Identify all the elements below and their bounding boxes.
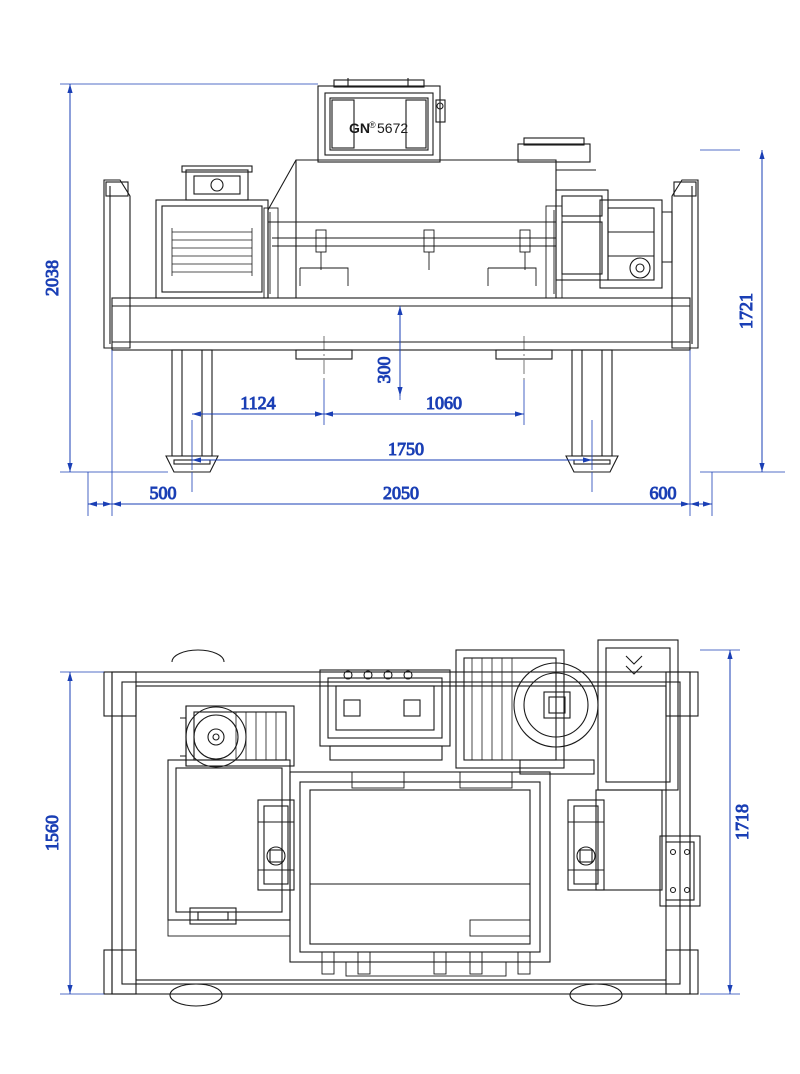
dim-1750: 1750 (388, 439, 424, 459)
vibration-isolator-left (258, 800, 294, 890)
drive-motor-plan (180, 706, 294, 767)
centerline (324, 336, 524, 380)
back-drive-motor-plan (456, 650, 598, 774)
front-dimension-lines (42, 84, 785, 516)
skid-frame (112, 298, 690, 350)
registered-mark: ® (369, 120, 376, 130)
bowl-casing (268, 160, 596, 298)
dim-2050: 2050 (383, 483, 419, 503)
dim-1060: 1060 (426, 393, 462, 413)
dim-1718: 1718 (732, 804, 752, 840)
dim-1560: 1560 (42, 815, 62, 851)
dim-600: 600 (649, 483, 677, 503)
equipment-nameplate (349, 120, 408, 136)
skid-outline (112, 672, 690, 994)
corner-supports (104, 672, 698, 994)
brand-label: GN (349, 120, 370, 136)
dim-300: 300 (374, 356, 394, 384)
gearbox-plan (168, 760, 290, 924)
pipe-run (264, 206, 562, 298)
top-plan-view (104, 640, 700, 1006)
dim-2038: 2038 (42, 260, 62, 296)
drive-motor-housing (156, 166, 268, 298)
bowl-casing-plan (290, 772, 550, 962)
vibration-isolator-right (568, 800, 604, 890)
right-support-column (672, 180, 698, 348)
feed-box-plan (320, 670, 450, 760)
top-dimension-lines (42, 650, 752, 994)
front-elevation-view (104, 78, 698, 472)
dim-500: 500 (149, 483, 177, 503)
left-support-column (104, 180, 130, 348)
leg-pads (170, 650, 622, 1006)
plan-fittings (168, 772, 530, 976)
dim-1721: 1721 (736, 293, 756, 329)
dim-1124: 1124 (240, 393, 276, 413)
model-label: 5672 (377, 120, 409, 136)
control-cabinet-plan (596, 640, 700, 906)
